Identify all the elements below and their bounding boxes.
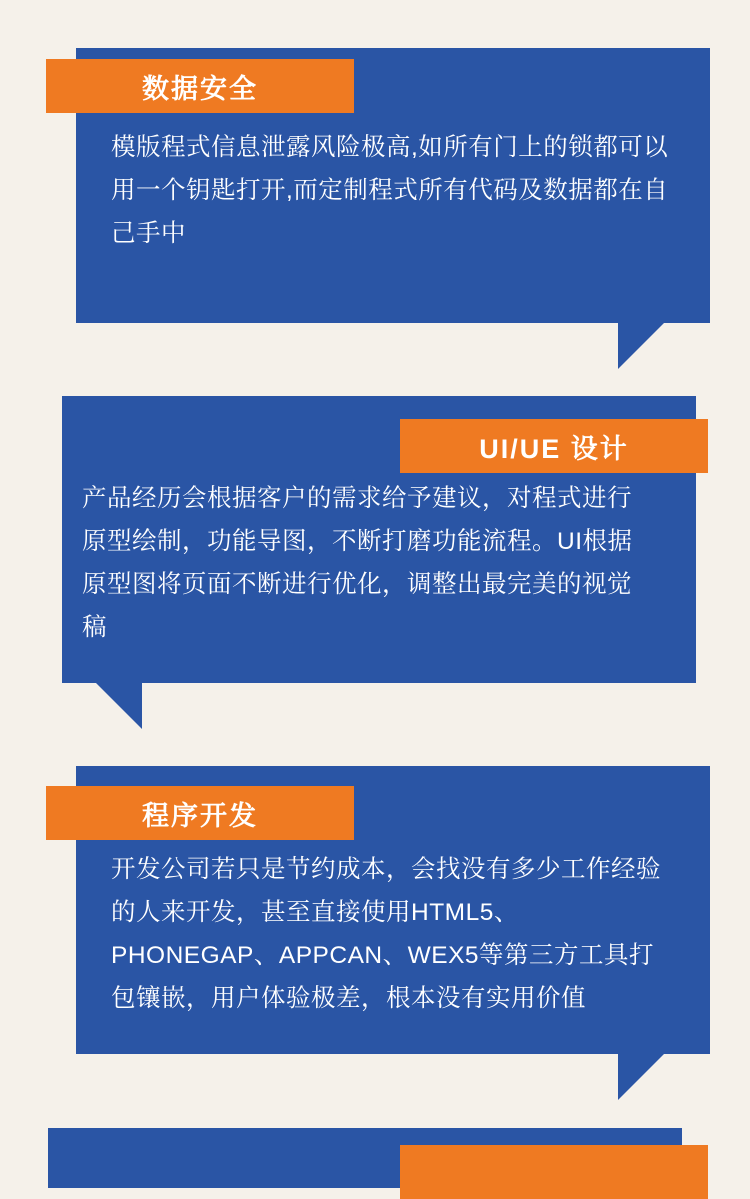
card-tail-3 <box>618 1054 664 1100</box>
card-tail-1 <box>618 323 664 369</box>
card-label-1: 数据安全 <box>46 59 354 113</box>
card-label-4 <box>400 1145 708 1199</box>
card-tail-2 <box>96 683 142 729</box>
card-text-1: 模版程式信息泄露风险极高,如所有门上的锁都可以用一个钥匙打开,而定制程式所有代码及数据都在自己手中 <box>111 134 669 247</box>
card-label-3: 程序开发 <box>46 786 354 840</box>
card-label-2: UI/UE 设计 <box>400 419 708 473</box>
card-text-3: 开发公司若只是节约成本，会找没有多少工作经验的人来开发，甚至直接使用HTML5、PHONEGAP、APPCAN、WEX5等第三方工具打包镶嵌，用户体验极差，根本没有实用价值 <box>111 856 661 1012</box>
card-text-2: 产品经历会根据客户的需求给予建议，对程式进行原型绘制，功能导图，不断打磨功能流程。UI根据原型图将页面不断进行优化，调整出最完美的视觉稿 <box>82 485 633 641</box>
